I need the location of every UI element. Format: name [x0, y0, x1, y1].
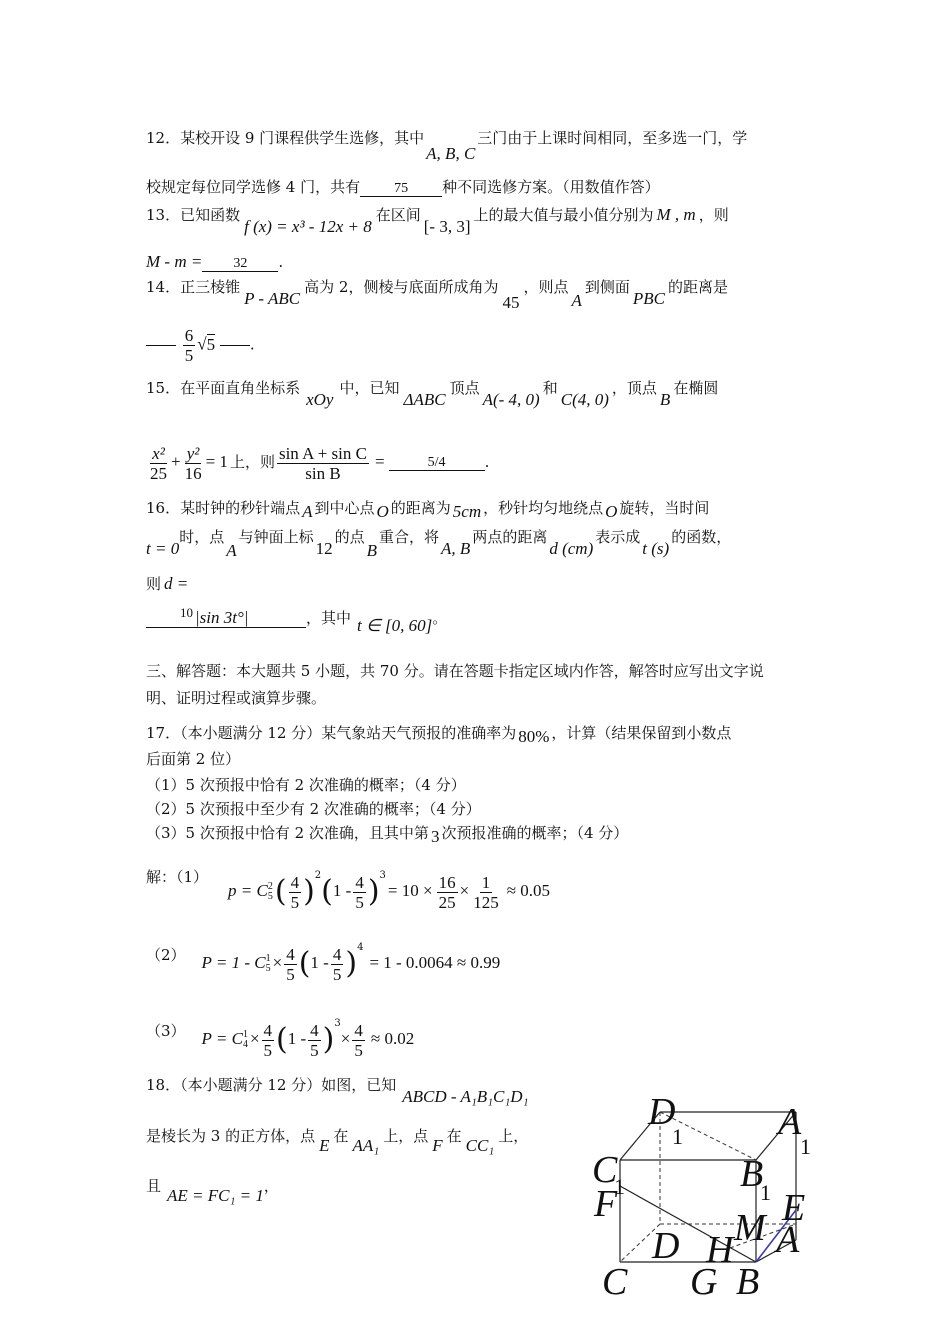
label-d1: D [648, 1091, 676, 1133]
label-c: C [602, 1261, 628, 1303]
label-e: E [782, 1187, 806, 1229]
q13-line2: M - m = 32 . [146, 252, 284, 271]
label-f: F [594, 1183, 618, 1225]
q17-sub2: （2）5 次预报中至少有 2 次准确的概率；（4 分） [146, 800, 481, 818]
function-expr: f (x) = x³ - 12x + 8 [244, 217, 372, 236]
q15-line2: $\frac{\text{x²}}{25}$ + $\frac{\text{y²}}{16}$ = 1 上，则 $\frac{\text{sin A + sin C}}{\text{sin B}}$ = 5/4 . [150, 443, 490, 483]
svg-text:1: 1 [672, 1124, 683, 1149]
vertex-labels [592, 1091, 811, 1303]
q12-line2: 校规定每位同学选修 4 门，共有 75 种不同选修方案。（用数值作答） [146, 178, 660, 196]
q17-sub1: （1）5 次预报中恰有 2 次准确的概率；（4 分） [146, 776, 466, 794]
label-a: A [776, 1219, 800, 1261]
q16-line3: 则 d = [146, 574, 189, 593]
q15-answer: 5/4 [389, 455, 485, 471]
q14-answer-line: $\frac{6}{5}$ √5 . [146, 326, 255, 365]
label-h: H [706, 1229, 734, 1271]
q16-answer-line: 10 |sin 3t°| ，其中 t ∈ [0, 60]。 [146, 608, 447, 628]
q15-line1: 15．在平面直角坐标系xOy中，已知ΔABC顶点A(- 4, 0)和C(4, 0)，顶点B在椭圆 [146, 379, 719, 409]
q14-answer-fraction: $\frac{6}{5}$ [184, 326, 194, 365]
q17-solution-3: （3） P = C 1 4 × $\frac{4}{5}$ (1 - $\frac{4}{5}$ )$^3$× $\frac{4}{5}$ ≈ 0.02 [146, 1018, 415, 1060]
q13-line1: 13．已知函数f (x) = x³ - 12x + 8在区间[- 3, 3]上的最大值与最小值分别为 M , m ，则 [146, 205, 729, 236]
q16-line1: 16．某时钟的秒针端点 A 到中心点 O 的距离为 5cm ，秒针均匀地绕点 O 旋转，当时间 [146, 499, 710, 521]
section3-line2: 明、证明过程或演算步骤。 [146, 689, 327, 707]
svg-text:1: 1 [760, 1180, 771, 1205]
q12-answer: 75 [360, 181, 442, 197]
cube-name: ABCD - A₁B₁C₁D₁ [402, 1087, 529, 1106]
q17-sub3: （3）5 次预报中恰有 2 次准确，且其中第 3 次预报准确的概率；（4 分） [146, 824, 629, 846]
cube-figure [580, 1090, 820, 1310]
q13-answer: 32 [202, 256, 278, 272]
q18-line1: 18．（本小题满分 12 分）如图，已知ABCD - A₁B₁C₁D₁ [146, 1076, 529, 1106]
q12-line1: 12．某校开设 9 门课程供学生选修，其中A, B, C三门由于上课时间相同，至多选一门，学 [146, 129, 748, 163]
q16-line2: t = 0时，点A与钟面上标12的点B重合，将A, B两点的距离d (cm)表示成t (s)的函数， [146, 528, 732, 560]
q16-answer: 10 |sin 3t°| [146, 610, 306, 628]
q18-line2: 是棱长为 3 的正方体，点 E 在 AA₁ 上，点 F 在 CC₁ 上， [146, 1127, 529, 1155]
label-c1: C [592, 1149, 618, 1191]
svg-text:1: 1 [800, 1134, 811, 1159]
q18-line3: 且 AE = FC₁ = 1， [146, 1177, 279, 1205]
q14-line1: 14．正三棱锥P - ABC高为 2，侧棱与底面所成角为45，则点A到侧面PBC的距离是 [146, 278, 729, 312]
q17-solution-2: （2） P = 1 - C 1 5 × $\frac{4}{5}$ (1 - $\frac{4}{5}$ )$^4$= 1 - 0.0064 ≈ 0.99 [146, 942, 501, 984]
svg-text:1: 1 [614, 1174, 625, 1199]
section3-line1: 三、解答题：本大题共 5 小题，共 70 分。请在答题卡指定区域内作答，解答时应写出文字说 [146, 662, 764, 680]
sine-ratio: $\frac{\text{sin A + sin C}}{\text{sin B}}$ [278, 443, 367, 483]
q17-line2: 后面第 2 位） [146, 750, 241, 768]
label-b: B [736, 1261, 760, 1303]
q17-line1: 17．（本小题满分 12 分）某气象站天气预报的准确率为 80% ，计算（结果保留到小数点 [146, 724, 732, 746]
label-m: M [734, 1207, 766, 1249]
label-b1: B [740, 1153, 764, 1195]
interval: [- 3, 3] [423, 217, 471, 236]
q17-solution-1: 解：（1）p = C 2 5 ( $\frac{4}{5}$ )$^2$(1 - $\frac{4}{5}$ )$^3$= 10 × $\frac{16}{25}$ × $\frac{1}{125}$ ≈ 0.05 [146, 868, 551, 912]
label-d: D [652, 1225, 680, 1267]
label-a1: A [778, 1101, 802, 1143]
label-g: G [690, 1261, 718, 1303]
abc-var: A, B, C [426, 144, 476, 163]
